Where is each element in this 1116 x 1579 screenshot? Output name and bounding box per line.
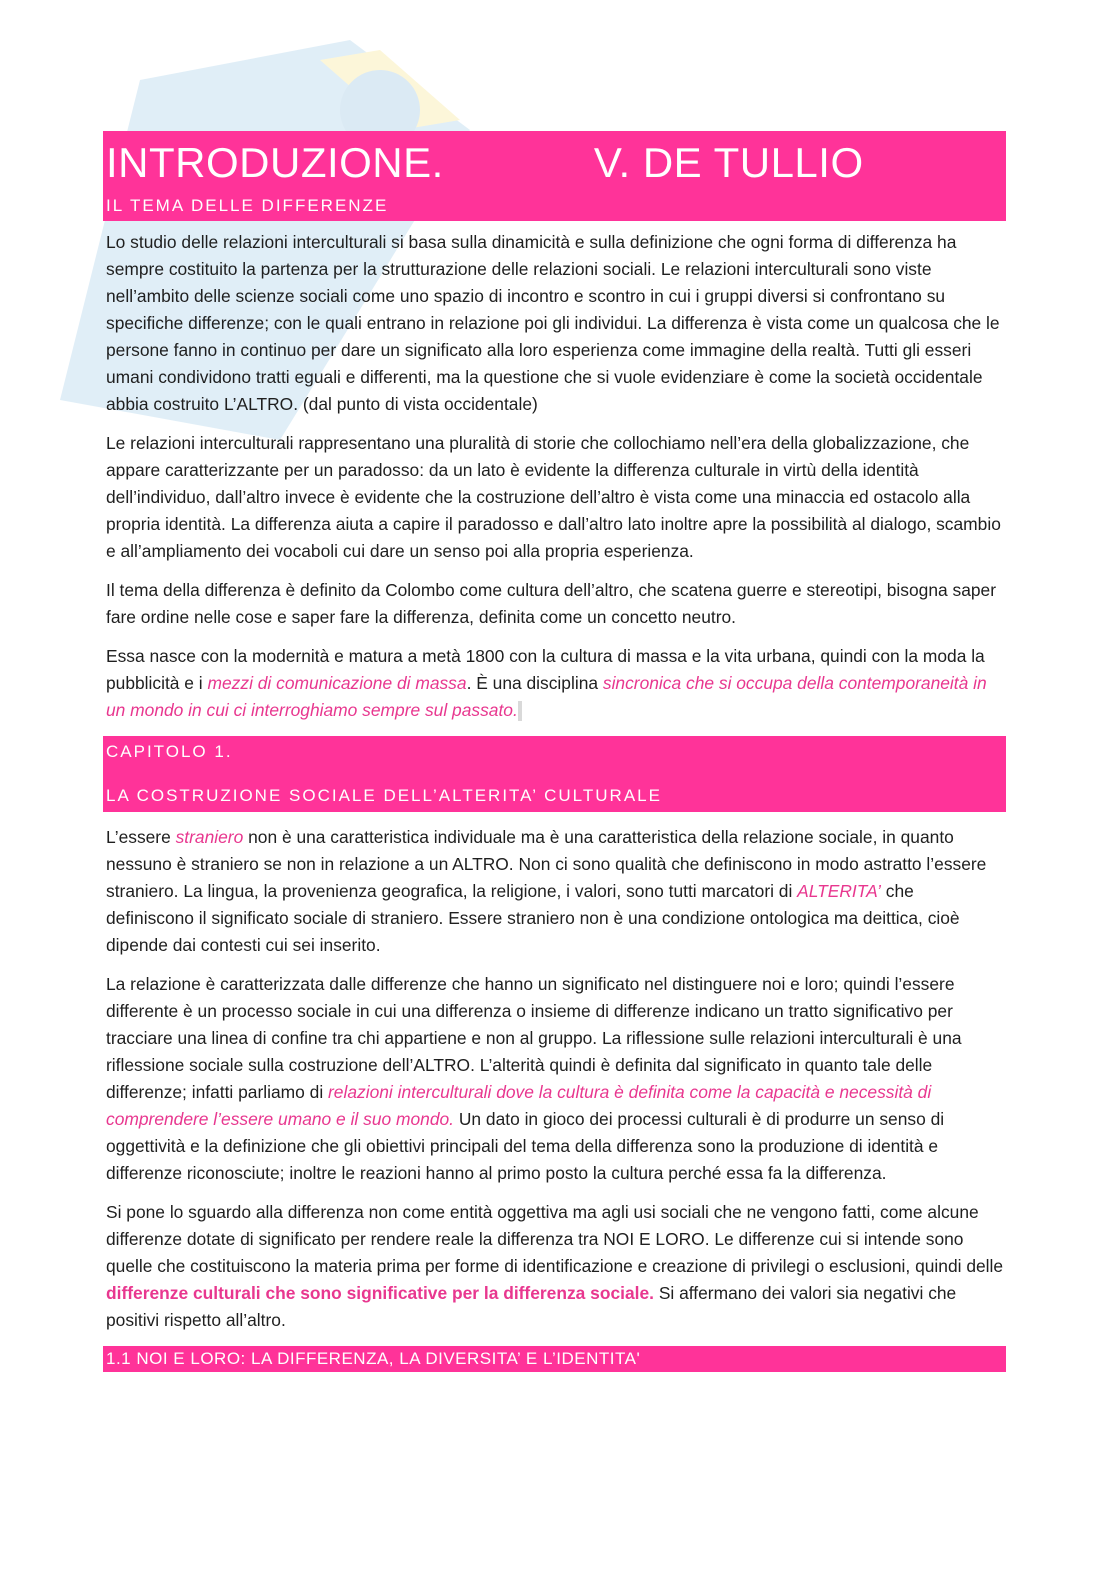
intro-paragraph-2: Le relazioni interculturali rappresentano una pluralità di storie che collochiamo nell’era della globalizzazione, che appare caratterizzante per un paradosso: da un lato è evidente la differenza culturale in virtù della identità dell’individuo, dall’altro invece è evidente che la costruzione dell’altro è vista come una minaccia ed ostacolo alla propria identità. La differenza aiuta a capire il paradosso e dall’altro lato inoltre apre la possibilità al dialogo, scambio e all’ampliamento dei vocaboli cui dare un senso poi alla propria esperienza.: [106, 433, 1001, 561]
chapter-banner: [103, 736, 1006, 812]
text-cursor: [518, 701, 522, 721]
page-title: [106, 137, 864, 189]
intro-paragraph-1: Lo studio delle relazioni interculturali si basa sulla dinamicità e sulla definizione che ogni forma di differenza ha sempre costituito la partenza per la strutturazione delle relazioni sociali. Le relazioni interculturali sono viste nell’ambito delle scienze sociali come uno spazio di incontro e scontro in cui i gruppi diversi si confrontano su specifiche differenze; con le quali entrano in relazione poi gli individui. La differenza è vista come un qualcosa che le persone fanno in continuo per dare un significato alla loro esperienza come immagine della realtà. Tutti gli esseri umani condividono tratti eguali e differenti, ma la questione che si vuole evidenziare è come la società occidentale abbia costruito L’ALTRO. (dal punto di vista occidentale): [106, 232, 1000, 414]
highlight-text: mezzi di comunicazione di massa: [207, 673, 467, 693]
chapter-title: LA COSTRUZIONE SOCIALE DELL’ALTERITA’ CULTURALE: [106, 786, 662, 805]
highlight-text: relazioni interculturali dove la cultura è definita come la capacità e necessità di comprendere l’essere umano e il suo mondo.: [106, 1082, 932, 1129]
section-subtitle: IL TEMA DELLE DIFFERENZE: [106, 196, 389, 215]
chapter-label: CAPITOLO 1.: [106, 742, 233, 761]
chapter-paragraph-1: L’essere straniero non è una caratteristica individuale ma è una caratteristica della relazione sociale, in quanto nessuno è straniero se non in relazione a un ALTRO. Non ci sono qualità che definiscono in modo astratto l’essere straniero. La lingua, la provenienza geografica, la religione, i valori, sono tutti marcatori di ALTERITA’ che definiscono il significato sociale di straniero. Essere straniero non è una condizione ontologica ma deittica, cioè dipende dai contesti cui sei inserito.: [106, 827, 987, 955]
highlight-text: ALTERITA’: [797, 881, 881, 901]
title-banner: [103, 131, 1006, 221]
chapter-paragraph-2: La relazione è caratterizzata dalle differenze che hanno un significato nel distinguere noi e loro; quindi l’essere differente è un processo sociale in cui una differenza o insieme di differenze indicano un tratto significativo per tracciare una linea di confine tra chi appartiene e non al gruppo. La riflessione sulle relazioni interculturali è una riflessione sociale sulla costruzione dell’ALTRO. L’alterità quindi è definita dal significato in quanto tale delle differenze; infatti parliamo di relazioni interculturali dove la cultura è definita come la capacità e necessità di comprendere l’essere umano e il suo mondo. Un dato in gioco dei processi culturali è di produrre un senso di oggettività e la definizione che gli obiettivi principali del tema della differenza sono la produzione di identità e differenze riconosciute; inoltre le reazioni hanno al primo posto la cultura perché essa fa la differenza.: [106, 974, 962, 1183]
title-text: INTRODUZIONE.: [106, 139, 444, 186]
highlight-text: sincronica che si occupa della contemporaneità in un mondo in cui ci interroghiamo sempre sul passato.: [106, 673, 987, 720]
author-name: V. DE TULLIO: [593, 139, 864, 186]
chapter-paragraph-3: Si pone lo sguardo alla differenza non come entità oggettiva ma agli usi sociali che ne vengono fatti, come alcune differenze dotate di significato per rendere reale la differenza tra NOI E LORO. Le differenze cui si intende sono quelle che costituiscono la materia prima per forme di identificazione e creazione di privilegi o esclusioni, quindi delle differenze culturali che sono significative per la differenza sociale. Si affermano dei valori sia negativi che positivi rispetto all’altro.: [106, 1202, 1004, 1330]
intro-paragraph-4: Essa nasce con la modernità e matura a metà 1800 con la cultura di massa e la vita urbana, quindi con la moda la pubblicità e i mezzi di comunicazione di massa. È una disciplina sincronica che si occupa della contemporaneità in un mondo in cui ci interroghiamo sempre sul passato.: [106, 646, 987, 720]
highlight-text: straniero: [175, 827, 244, 847]
section-banner: 1.1 NOI E LORO: LA DIFFERENZA, LA DIVERSITA’ E L’IDENTITA': [103, 1346, 1006, 1372]
intro-paragraph-3: Il tema della differenza è definito da Colombo come cultura dell’altro, che scatena guerre e stereotipi, bisogna saper fare ordine nelle cose e saper fare la differenza, definita come un concetto neutro.: [106, 580, 997, 627]
highlight-bold-text: differenze culturali che sono significative per la differenza sociale: [106, 1283, 650, 1303]
document-page: [103, 131, 1006, 1372]
